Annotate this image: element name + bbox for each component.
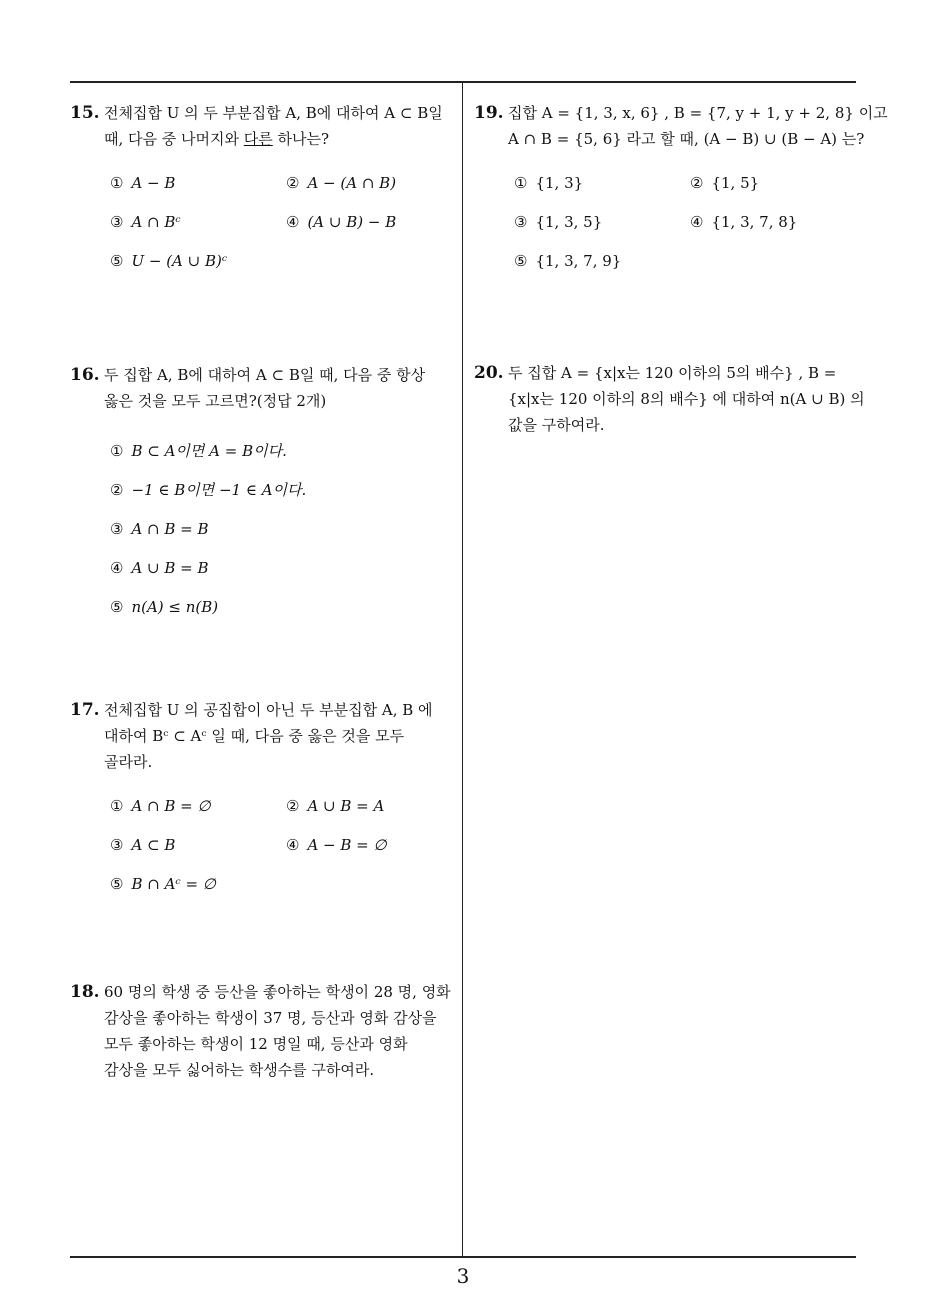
problem-number: 15. — [70, 103, 100, 123]
problem-text-line: 대하여 Bᶜ ⊂ Aᶜ 일 때, 다음 중 옳은 것을 모두 — [104, 727, 405, 745]
problem-number: 16. — [70, 365, 100, 385]
choice-5[interactable]: ⑤ n(A) ≤ n(B) — [110, 598, 219, 616]
problem-15 — [70, 100, 460, 284]
problem-18 — [70, 979, 460, 1083]
choice-4[interactable]: ④ A ∪ B = B — [110, 559, 209, 577]
problem-text-line: 60 명의 학생 중 등산을 좋아하는 학생이 28 명, 영화 — [104, 983, 451, 1001]
problem-text-line: 두 집합 A = {x|x는 120 이하의 5의 배수} , B = — [508, 364, 837, 382]
problem-text-line: 전체집합 U 의 공집합이 아닌 두 부분집합 A, B 에 — [104, 701, 433, 719]
problem-text-line: 감상을 모두 싫어하는 학생수를 구하여라. — [104, 1061, 375, 1079]
choice-2[interactable]: ② {1, 5} — [690, 174, 760, 192]
top-rule — [70, 81, 856, 83]
choice-1[interactable]: ① A − B — [110, 174, 176, 192]
choice-grid — [110, 797, 460, 907]
choice-4[interactable]: ④ (A ∪ B) − B — [286, 213, 397, 231]
choice-1[interactable]: ① A ∩ B = ∅ — [110, 797, 211, 815]
problem-text-line: 전체집합 U 의 두 부분집합 A, B에 대하여 A ⊂ B일 — [104, 104, 443, 122]
problem-text-line: {x|x는 120 이하의 8의 배수} 에 대하여 n(A ∪ B) 의 — [508, 390, 865, 408]
choice-3[interactable]: ③ A ∩ Bᶜ — [110, 213, 181, 231]
choice-5[interactable]: ⑤ {1, 3, 7, 9} — [514, 252, 622, 270]
problem-number: 20. — [474, 363, 504, 383]
problem-20 — [474, 360, 865, 438]
problem-text-tail: 하나는? — [272, 130, 330, 148]
choice-1[interactable]: ① {1, 3} — [514, 174, 584, 192]
page-number: 3 — [456, 1264, 470, 1288]
choice-3[interactable]: ③ A ⊂ B — [110, 836, 176, 854]
problem-16 — [70, 362, 460, 635]
problem-text-line: 옳은 것을 모두 고르면?(정답 2개) — [104, 392, 327, 410]
choice-grid — [514, 174, 858, 284]
problem-text-line: A ∩ B = {5, 6} 라고 할 때, (A − B) ∪ (B − A) 는? — [508, 130, 865, 148]
choice-grid — [110, 174, 460, 284]
problem-text-line: 두 집합 A, B에 대하여 A ⊂ B일 때, 다음 중 항상 — [104, 366, 426, 384]
problem-number: 17. — [70, 700, 100, 720]
problem-text-line: 모두 좋아하는 학생이 12 명일 때, 등산과 영화 — [104, 1035, 408, 1053]
underlined-word: 다른 — [243, 130, 273, 148]
choice-3[interactable]: ③ A ∩ B = B — [110, 520, 209, 538]
problem-text-line: 값을 구하여라. — [508, 416, 605, 434]
choice-2[interactable]: ② −1 ∈ B이면 −1 ∈ A이다. — [110, 481, 307, 499]
bottom-rule — [70, 1256, 856, 1258]
problem-text-line: 골라라. — [104, 753, 153, 771]
choice-1[interactable]: ① B ⊂ A이면 A = B이다. — [110, 442, 287, 460]
choice-list — [110, 440, 460, 618]
problem-number: 18. — [70, 982, 100, 1002]
column-divider — [462, 82, 463, 1258]
choice-5[interactable]: ⑤ U − (A ∪ B)ᶜ — [110, 252, 228, 270]
problem-19 — [474, 100, 888, 284]
choice-5[interactable]: ⑤ B ∩ Aᶜ = ∅ — [110, 875, 216, 893]
problem-text-line: 감상을 좋아하는 학생이 37 명, 등산과 영화 감상을 — [104, 1009, 437, 1027]
choice-2[interactable]: ② A − (A ∩ B) — [286, 174, 397, 192]
choice-4[interactable]: ④ A − B = ∅ — [286, 836, 387, 854]
choice-3[interactable]: ③ {1, 3, 5} — [514, 213, 603, 231]
problem-17 — [70, 697, 460, 907]
choice-4[interactable]: ④ {1, 3, 7, 8} — [690, 213, 798, 231]
problem-text-line: 때, 다음 중 나머지와 — [104, 130, 244, 148]
problem-number: 19. — [474, 103, 504, 123]
choice-2[interactable]: ② A ∪ B = A — [286, 797, 385, 815]
problem-text-line: 집합 A = {1, 3, x, 6} , B = {7, y + 1, y + 2, 8} 이고 — [508, 104, 888, 122]
